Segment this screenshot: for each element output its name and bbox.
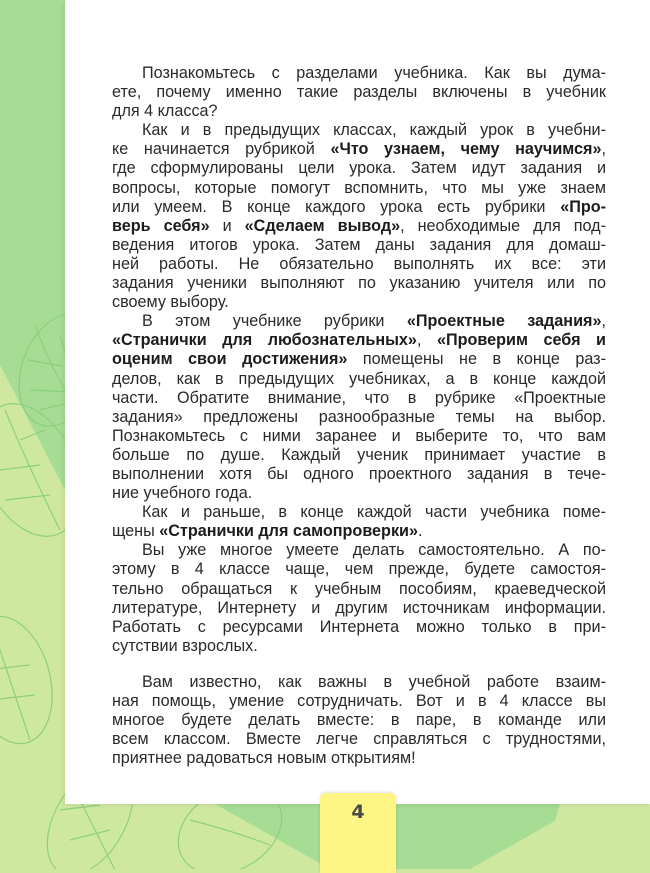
text-line	[112, 83, 606, 102]
text-segment: ная помощь, умение сотрудничать. Вот и в 4 классе вы	[112, 692, 606, 710]
text-line	[112, 312, 606, 331]
text-segment: части. Обратите внимание, что в рубрике «Проектные	[112, 388, 606, 407]
text-segment: сутствии взрослых.	[112, 636, 258, 655]
text-segment: выполнении хотя бы одного проектного задания в тече-	[112, 464, 606, 483]
text-segment: задания ученики выполняют по указанию учителя или по	[112, 274, 606, 293]
text-segment: ете, почему именно такие разделы включены в учебник	[112, 83, 606, 102]
text-line	[112, 637, 606, 656]
text-segment: всем классом. Вместе легче справляться с трудностями,	[112, 730, 606, 749]
text-segment: ке начинается рубрикой	[112, 140, 331, 159]
text-line	[112, 159, 606, 178]
text-line	[112, 427, 606, 446]
text-segment: Как и раньше, в конце каждой части учебника поме-	[142, 503, 606, 522]
paragraph	[112, 312, 606, 503]
text-line	[112, 522, 606, 541]
text-segment: В этом учебнике рубрики	[142, 312, 407, 331]
text-segment: многое будете делать вместе: в паре, в команде или	[112, 711, 606, 730]
paragraph	[112, 541, 606, 656]
page-number: 4	[351, 801, 365, 823]
text-line	[112, 331, 606, 350]
rubric-title: «Сделаем вывод»	[244, 216, 401, 235]
text-segment: ,	[601, 312, 606, 331]
rubric-title: «Странички для самопроверки»	[159, 522, 418, 541]
text-line	[112, 350, 606, 369]
text-line	[112, 140, 606, 159]
text-line	[112, 599, 606, 618]
text-line	[112, 389, 606, 408]
text-segment: ,	[601, 140, 606, 159]
text-line	[112, 541, 606, 560]
rubric-title: «Странички для любознательных»	[112, 331, 417, 350]
text-segment: щены	[112, 522, 160, 541]
rubric-title: «Про-	[560, 197, 606, 216]
text-segment: своему выбору.	[112, 293, 229, 312]
page-number-tab	[320, 793, 396, 873]
text-line	[112, 692, 606, 711]
rubric-title: верь себя»	[112, 216, 210, 235]
text-line	[112, 580, 606, 599]
text-segment: приятнее радоваться новым открытиям!	[112, 749, 416, 768]
text-line	[112, 560, 606, 579]
text-line	[112, 217, 606, 236]
text-line	[112, 484, 606, 503]
text-segment: или умеем. В конце каждого урока есть рубрики	[112, 197, 561, 216]
text-line	[112, 255, 606, 274]
text-segment: и	[209, 216, 245, 235]
text-segment: Познакомьтесь с ними заранее и выберите то, что вам	[112, 426, 606, 445]
paragraph	[112, 64, 606, 121]
text-line	[112, 465, 606, 484]
text-segment: для 4 класса?	[112, 102, 218, 121]
text-line	[112, 198, 606, 217]
paragraph	[112, 503, 606, 541]
text-segment: литературе, Интернету и другим источникам информации.	[112, 598, 606, 617]
text-line	[112, 121, 606, 140]
text-line	[112, 293, 606, 312]
page-text	[112, 64, 606, 768]
text-line	[112, 749, 606, 768]
rubric-title: «Проверим себя и	[436, 331, 607, 350]
text-segment: ние учебного года.	[112, 484, 253, 503]
text-segment: Познакомьтесь с разделами учебника. Как вы дума-	[142, 64, 606, 82]
text-segment: ведения итогов урока. Затем даны задания для домаш-	[112, 235, 606, 254]
text-segment: делов, как в предыдущих учебниках, а в конце каждой	[112, 369, 606, 388]
text-segment: этому в 4 классе чаще, чем прежде, будете самостоя-	[112, 560, 606, 579]
text-line	[112, 274, 606, 293]
text-line	[112, 236, 606, 255]
text-segment: больше по душе. Каждый ученик принимает участие в	[112, 445, 606, 464]
text-segment: ,	[416, 331, 437, 350]
text-line	[112, 64, 606, 83]
text-line	[112, 618, 606, 637]
text-line	[112, 730, 606, 749]
text-segment: вопросы, которые помогут вспомнить, что мы уже знаем	[112, 178, 606, 197]
rubric-title: «Что узнаем, чему научимся»	[330, 140, 602, 159]
text-line	[112, 179, 606, 198]
paragraph	[112, 121, 606, 312]
text-segment: Вам известно, как важны в учебной работе взаим-	[142, 672, 606, 691]
text-segment: .	[418, 522, 423, 541]
text-segment: Работать с ресурсами Интернета можно только в при-	[112, 617, 606, 636]
text-segment: где сформулированы цели урока. Затем идут задания и	[112, 159, 606, 178]
text-line	[112, 102, 606, 121]
text-segment: тельно обращаться к учебным пособиям, краеведческой	[112, 579, 606, 598]
text-segment: Как и в предыдущих классах, каждый урок в учебни-	[142, 121, 606, 140]
text-line	[112, 370, 606, 389]
text-line	[112, 446, 606, 465]
rubric-title: оценим свои достижения»	[112, 350, 348, 369]
text-line	[112, 408, 606, 427]
text-segment: задания» предложены разнообразные темы на выбор.	[112, 407, 606, 426]
text-segment: Вы уже многое умеете делать самостоятельно. А по-	[142, 541, 606, 560]
rubric-title: «Проектные задания»	[406, 312, 602, 331]
text-segment: ней работы. Не обязательно выполнять их все: эти	[112, 254, 606, 273]
text-segment: помещены не в конце раз-	[347, 350, 606, 369]
paragraph	[112, 673, 606, 768]
text-line	[112, 503, 606, 522]
text-segment: , необходимые для под-	[400, 216, 606, 235]
text-line	[112, 673, 606, 692]
text-line	[112, 711, 606, 730]
